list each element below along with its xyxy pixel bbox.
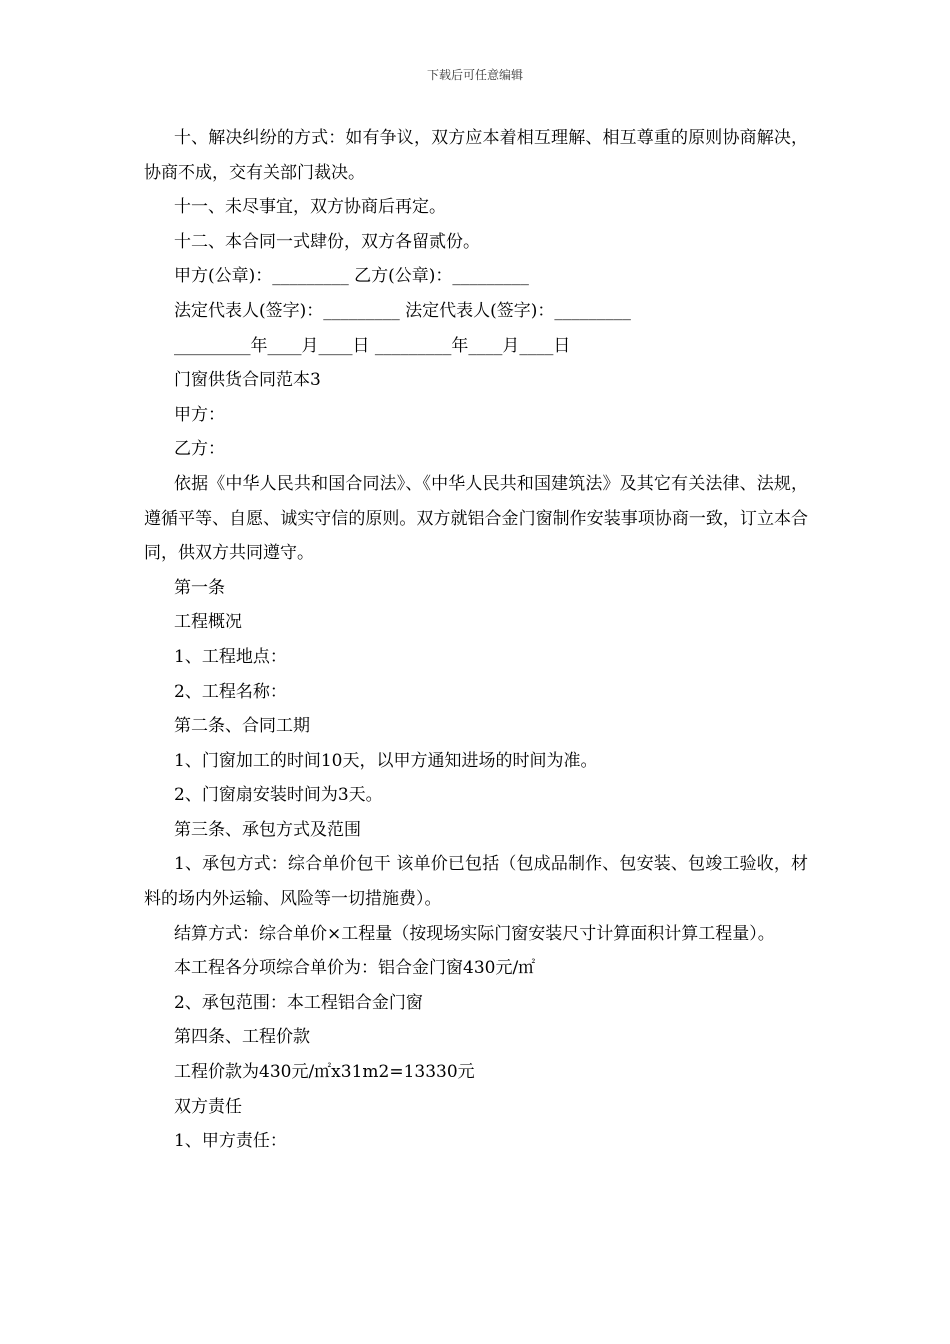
contract-scope: 2、承包范围：本工程铝合金门窗 [174, 992, 423, 1013]
party-a-responsibilities: 1、甲方责任： [174, 1131, 287, 1152]
signature-seal-line: 甲方(公章)：_________ 乙方(公章)：_________ [174, 266, 529, 287]
project-overview-heading: 工程概况 [174, 612, 242, 633]
party-a: 甲方： [174, 404, 225, 425]
page-header: 下载后可任意编辑 [426, 68, 523, 82]
preamble: 依据《中华人民共和国合同法》、《中华人民共和国建筑法》及其它有关法律、法规，遵循平等、自愿、诚实守信的原则。双方就铝合金门窗制作安装事项协商一致，订立本合同，供双方共同遵守。 [144, 473, 808, 564]
project-price: 工程价款为430元/㎡x31m2=13330元 [174, 1062, 475, 1083]
project-name: 2、工程名称： [174, 681, 287, 702]
clause-dispute-resolution: 十、解决纠纷的方式：如有争议，双方应本着相互理解、相互尊重的原则协商解决，协商不成，交有关部门裁决。 [144, 128, 808, 183]
responsibilities-heading: 双方责任 [174, 1096, 242, 1117]
article-1-heading: 第一条 [174, 577, 225, 598]
signature-date-line: _________年____月____日 _________年____月____日 [174, 335, 571, 356]
project-location: 1、工程地点： [174, 646, 287, 667]
contract-title: 门窗供货合同范本3 [174, 370, 321, 391]
unit-price: 本工程各分项综合单价为：铝合金门窗430元/㎡ [174, 958, 536, 979]
document-body [144, 121, 808, 1159]
clause-copies: 十二、本合同一式肆份，双方各留贰份。 [174, 231, 480, 252]
article-3-heading: 第三条、承包方式及范围 [174, 819, 361, 840]
article-2-heading: 第二条、合同工期 [174, 716, 310, 737]
contract-method: 1、承包方式：综合单价包干 该单价已包括（包成品制作、包安装、包竣工验收，材料的场内外运输、风险等一切措施费）。 [144, 854, 808, 910]
party-b: 乙方： [174, 439, 225, 460]
processing-time: 1、门窗加工的时间10天，以甲方通知进场的时间为准。 [174, 750, 598, 771]
article-4-heading: 第四条、工程价款 [174, 1027, 310, 1048]
signature-representative-line: 法定代表人(签字)：_________ 法定代表人(签字)：_________ [174, 300, 631, 321]
installation-time: 2、门窗扇安装时间为3天。 [174, 785, 383, 806]
settlement-method: 结算方式：综合单价×工程量（按现场实际门窗安装尺寸计算面积计算工程量）。 [174, 923, 775, 944]
clause-unresolved-matters: 十一、未尽事宜，双方协商后再定。 [174, 197, 446, 218]
